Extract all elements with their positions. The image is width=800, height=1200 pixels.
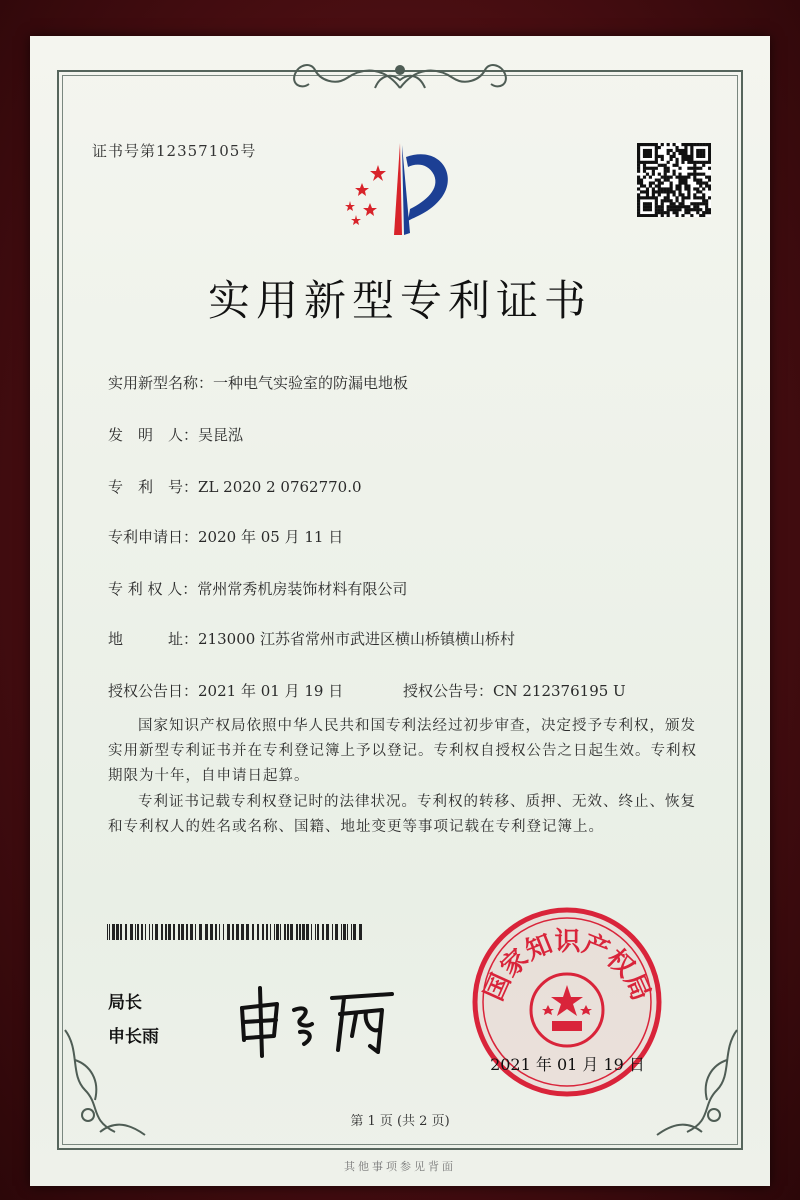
qr-code [637, 143, 711, 217]
field-value: CN 212376195 U [493, 682, 626, 700]
field-inventor [108, 424, 243, 445]
field-label: 发 明 人： [108, 426, 199, 444]
director-signature [232, 980, 407, 1060]
top-ornament [285, 58, 515, 98]
field-utility-model-name [108, 372, 408, 393]
back-note: 其他事项参见背面 [344, 1160, 456, 1173]
field-label: 专 利 权 人： [108, 580, 198, 598]
field-label: 实用新型名称： [108, 374, 214, 392]
legal-status-statement: 专利证书记载专利权登记时的法律状况。专利权的转移、质押、无效、终止、恢复和专利权人的姓名或名称、国籍、地址变更等事项记载在专利登记簿上。 [108, 794, 696, 835]
certificate-title: 实用新型专利证书 [207, 276, 592, 325]
field-grant-number [403, 680, 626, 701]
field-value: 吴昆泓 [198, 426, 244, 444]
field-value: 常州常秀机房装饰材料有限公司 [197, 580, 408, 598]
field-value: ZL 2020 2 0762770.0 [198, 478, 362, 496]
field-grant-date [108, 680, 343, 701]
field-label: 地 址： [108, 630, 199, 648]
director-title: 局长 [108, 993, 142, 1013]
seal-text: 国家知识产权局 [479, 927, 656, 1006]
field-patent-number [108, 476, 362, 497]
grant-statement: 国家知识产权局依照中华人民共和国专利法经过初步审查，决定授予专利权，颁发实用新型专利证书并在专利登记簿上予以登记。专利权自授权公告之日起生效。专利权期限为十年，自申请日起算。 [108, 718, 697, 784]
director-name: 申长雨 [108, 1027, 159, 1047]
field-value: 2021 年 01 月 19 日 [198, 682, 344, 700]
field-value: 213000 江苏省常州市武进区横山桥镇横山桥村 [198, 630, 516, 648]
field-label: 专利申请日： [108, 528, 199, 546]
page-number: 第 1 页 (共 2 页) [350, 1114, 450, 1129]
field-label: 专 利 号： [108, 478, 199, 496]
field-label: 授权公告号： [403, 682, 494, 700]
field-application-date [108, 526, 343, 547]
field-patentee [108, 578, 407, 599]
field-value: 一种电气实验室的防漏电地板 [213, 374, 409, 392]
field-address [108, 628, 515, 649]
field-value: 2020 年 05 月 11 日 [198, 528, 344, 546]
field-label: 授权公告日： [108, 682, 199, 700]
patent-office-emblem-icon [330, 135, 470, 245]
certificate-number: 证书号第12357105号 [92, 142, 257, 160]
barcode [107, 924, 365, 940]
seal-date: 2021 年 01 月 19 日 [490, 1055, 645, 1074]
